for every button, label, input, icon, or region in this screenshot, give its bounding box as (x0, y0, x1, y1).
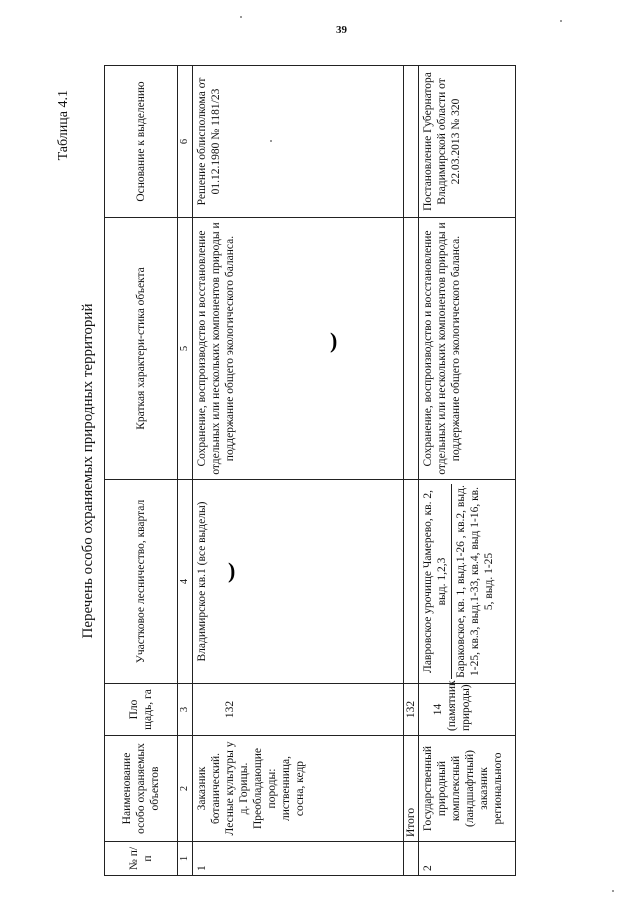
punch-hole-mark: ) (330, 328, 338, 353)
row-forestry: Владимирское кв.1 (все выделы) (193, 480, 404, 684)
row-num: 1 (193, 842, 404, 876)
column-number: 2 (178, 736, 193, 842)
rotated-table-block (56, 66, 526, 876)
header-area: Пло щадь, га (105, 684, 178, 736)
header-num: № п/п (105, 842, 178, 876)
column-number: 3 (178, 684, 193, 736)
row-basis: Решение облисполкома от 01.12.1980 № 1181/23 (193, 66, 404, 218)
table-row (419, 66, 516, 876)
row-area: 132 (193, 684, 404, 736)
scan-speck (612, 890, 614, 892)
total-label: Итого (404, 736, 419, 842)
header-name: Наименование особо охраняемых объектов (105, 736, 178, 842)
header-description: Краткая характери-стика объекта (105, 218, 178, 480)
row-area: 14 (памятник природы) (419, 684, 516, 736)
scan-speck (560, 20, 562, 22)
punch-hole-mark: ) (228, 558, 236, 583)
table-title: Перечень особо охраняемых природных территорий (80, 303, 96, 639)
table-header-row (105, 66, 178, 876)
total-empty-cell (404, 66, 419, 218)
row-basis: Постановление Губернатора Владимирской области от 22.03.2013 № 320 (419, 66, 516, 218)
total-area: 132 (404, 684, 419, 736)
total-empty-cell (404, 480, 419, 684)
row-name: Государственный природный комплексный (ландшафтный) заказник регионального (419, 736, 516, 842)
column-number: 1 (178, 842, 193, 876)
row-forestry-part-b: Бараковское, кв. 1, выд.1-26 , кв.2, выд. 1-25, кв.3, выд.1-33, кв.4, выд 1-16, кв. 5, выд. 1-25 (455, 485, 496, 678)
total-row (404, 66, 419, 876)
row-forestry-part-a: Лавровское урочище Чамерево, кв. 2, выд. 1,2,3 (421, 484, 452, 679)
column-number: 4 (178, 480, 193, 684)
header-basis: Основание к выделению (105, 66, 178, 218)
row-num: 2 (419, 842, 516, 876)
row-forestry (419, 480, 516, 684)
row-description: Сохранение, воспроизводство и восстановление отдельных или нескольких компонентов природы и поддержание общего экологического баланса. (193, 218, 404, 480)
total-empty-cell (404, 842, 419, 876)
table-label: Таблица 4.1 (56, 90, 71, 161)
row-description: Сохранение, воспроизводство и восстановление отдельных или нескольких компонентов природы и поддержание общего экологического баланса. (419, 218, 516, 480)
protected-areas-table (104, 65, 516, 876)
table-row (193, 66, 404, 876)
scan-speck (240, 16, 242, 18)
total-empty-cell (404, 218, 419, 480)
header-forestry: Участковое лесничество, квартал (105, 480, 178, 684)
column-number: 6 (178, 66, 193, 218)
page-number: 39 (336, 24, 347, 36)
column-number-row (178, 66, 193, 876)
column-number: 5 (178, 218, 193, 480)
row-name: Заказник ботанический. Лесные культуры у д. Горицы. Преобладающие породы: лиственница, сосна, кедр (193, 736, 404, 842)
